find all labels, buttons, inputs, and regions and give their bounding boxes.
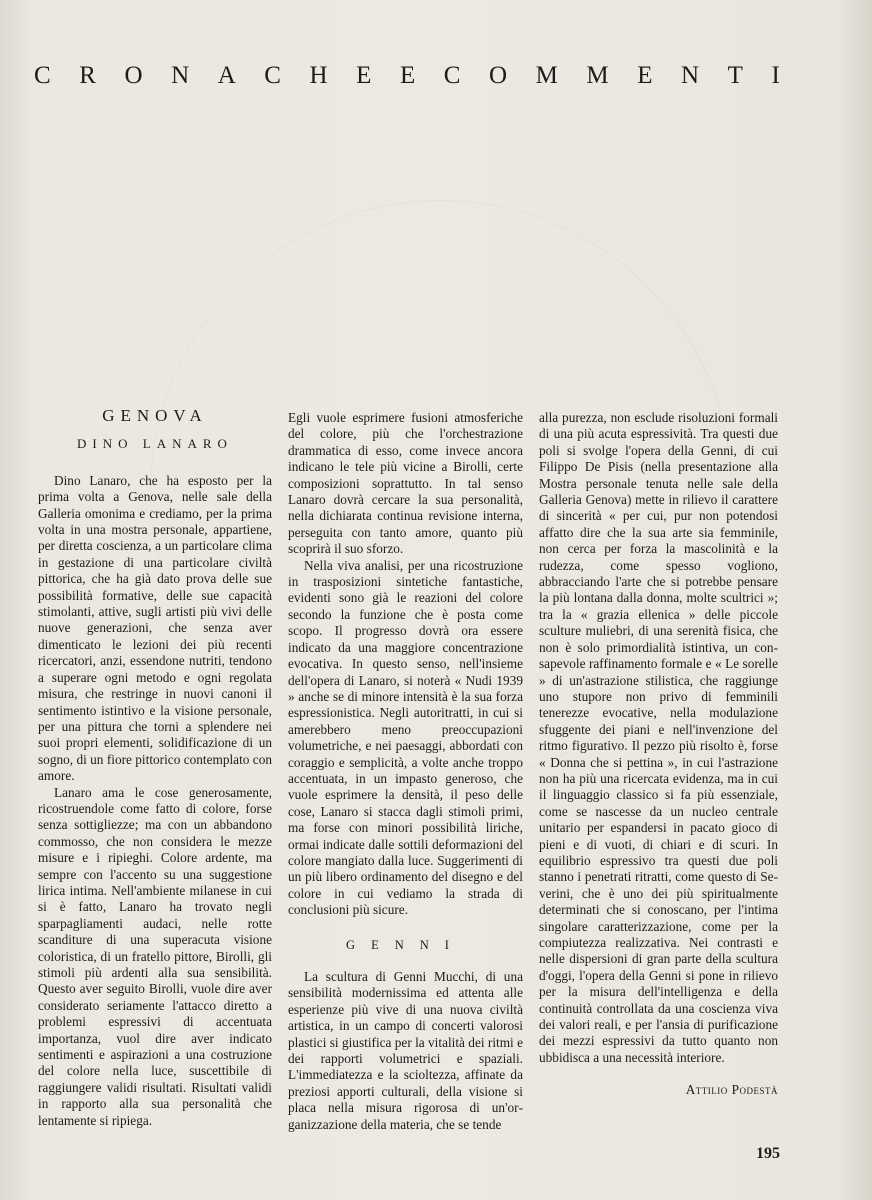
header-letter: O [124, 62, 143, 89]
paragraph: Nella viva analisi, per una ricostruzione in trasposizioni sintetiche fantastiche, evidenti sono già le reazioni del colore secondo la funzione che è posta come scopo. Il progresso dovrà ora essere indicato da una maggiore concentrazione evocativa. In questo senso, nell'insieme dell'opera di Lanaro, si noterà « Nudi 1939 » anche se di minore intensità è la sua forza espressionistica. Negli autoritratti, in cui si amerebbero meno preoccupazioni volumetriche, e nei paesaggi, abbordati con coraggio e semplicità, a volte anche troppo accentuata, in un impasto generoso, che vuole esprimere la densità, il peso delle cose, Lanaro si stacca dagli stimoli primi, ma forse con minori possibilità liriche, ormai indicate dalle sottili deformazioni del colore mangiato dalla luce. Suggerimenti di un più libero ordinamento del disegno e del colore in cui vediamo la strada di conclusioni più sicure. [288, 557, 523, 918]
header-letter: O [489, 62, 508, 89]
header-letter: E [637, 62, 653, 89]
column-3 [539, 410, 778, 1099]
header-letter: N [171, 62, 190, 89]
header-letter: A [217, 62, 236, 89]
header-letter: E [356, 62, 372, 89]
header-letter: R [79, 62, 96, 89]
header-letter: M [586, 62, 609, 89]
section-subtitle-dino-lanaro: DINO LANARO [77, 436, 233, 452]
header-letter: C [264, 62, 281, 89]
header-letter: C [443, 62, 461, 89]
column-1 [38, 408, 272, 1129]
header-letter: N [681, 62, 700, 89]
page-number: 195 [756, 1145, 780, 1162]
header-letter: I [771, 62, 780, 89]
paragraph: La scultura di Genni Mucchi, di una sensibilità modernissima ed attenta alle esperienze più vive di una nuova civiltà artistica, in un campo di concerti valorosi plastici si giustifica per la vitalità dei ritmi e dei rapporti volumetrici e spaziali. L'immediatezza e la scioltezza, affinate da preziosi apporti culturali, della visione si placa nella misura rigorosa di un'organizzazione della materia, che se tende [288, 969, 523, 1132]
header-letter: C [34, 62, 51, 89]
running-header [34, 62, 780, 90]
paragraph: alla purezza, non esclude risoluzioni formali di una più acuta espressività. Tra questi due poli si svolge l'opera della Genni, di cui Filippo De Pisis (nella presentazione alla Mostra personale tenuta nelle sale della Galleria Genova) mette in rilievo il carattere di sincerità « per cui, pur non potendosi affatto dire che la sua arte sia femminile, non cerca per forza la mascolinità e la rudezza, come spesso vogliono, abbracciando l'arte che si potrebbe pensare la più lontana dalla donna, molte scultrici »; tra la « grazia ellenica » delle piccole sculture muliebri, di una serenità fisica, che non è solo primordialità istintiva, un consapevole raffinamento formale e « Le sorelle » di un'astrazione stilistica, che raggiunge uno stupore non privo di femminili tenerezze evocative, nella modulazione sfuggente dei piani e nell'invenzione del ritmo figurativo. Il pezzo più risolto è, forse « Donna che si pettina », in cui l'astrazione non ha più una ricercata evidenza, ma in cui il linguaggio classico si fa più essenziale, come se nascesse da un nucleo centrale unitario per espandersi in pacato gioco di pieni e di vuoti, di chiari e di scuri. In equilibrio espressivo tra questi due poli stanno i penetrati ritratti, come questo di Severini, che è uno dei più spiritualmente determinati che si conoscano, per l'intima singolare caratterizzazione, come per la compiutezza realizzativa. Nei contrasti e nelle dispersioni di gran parte della scultura d'oggi, l'opera della Genni si pone in rilievo per la misura dell'intelligenza e della continuità controllata da una coscienza viva dei valori reali, e per l'ansia di purificazione dei mezzi espressivi da tutto quanto non ubbidisca a una necessità interiore. [539, 410, 778, 1065]
header-letter: M [535, 62, 558, 89]
header-letter: H [309, 62, 328, 89]
header-letter: E [399, 62, 416, 89]
section-title-genni: GENNI [346, 937, 465, 952]
paragraph: Lanaro ama le cose generosamente, ricostruendole come fatto di colore, forse senza sottigliezze; ma con un abbandono commosso, che non considera le mezze misure e i ripieghi. Colore ardente, ma sempre con l'accento su una suggestione lirica intima. Nell'ambiente milanese in cui si è fatto, Lanaro ha trovato negli sparpagliamenti audaci, nelle rotte scanditure di una superacuta visione coloristica, di un fratello pittore, Birolli, gli stimoli più ardenti alla sua sensibilità. Questo aver seguito Birolli, vuole dire aver considerato seriamente l'attacco diretto a problemi espressivi di accentuata importanza, vuol dire aver indicato sentimenti e aspirazioni a una costruzione del colore nella luce, suscettibile di raggiungere validi risultati. Risultati validi in rapporto alla sua personalità che lentamente si ripiega. [38, 784, 272, 1128]
paragraph: Egli vuole esprimere fusioni atmosferiche del colore, più che l'orchestrazione drammatica di esso, come invece ancora indicano le tele più vicine a Birolli, certe composizioni soprattutto. In tal senso Lanaro dovrà cercare la sua personalità, nella dichiarata continua revisione interna, perseguita con tanto amore, quanto più scoprirà il suo sforzo. [288, 410, 523, 557]
header-letter: T [727, 62, 743, 89]
column-2 [288, 410, 523, 1133]
section-title-genova: GENOVA [102, 406, 208, 425]
paragraph: Dino Lanaro, che ha esposto per la prima volta a Genova, nelle sale della Galleria omonima e crediamo, per la prima volta in una mostra personale, appartiene, per diretta coscienza, a un particolare clima in gestazione di una particolare civiltà pittorica, che ha già dato prova delle sue possibilità formative, delle sue capacità stimolanti, attive, sugli artisti più vivi delle nuove generazioni, che senza aver dimenticato le lezioni dei più recenti ricercatori, anzi, essendone nutriti, tendono a superare ogni metodo e ogni regolata misura, che restringe in nuovi canoni il sentimento istintivo e la visione personale, per una pittura che torni a splendere nei suoi propri elementi, solidificazione di un sogno, di un fiore pittorico contemplato con amore. [38, 472, 272, 784]
author-signature: Attilio Podestà [685, 1082, 778, 1098]
